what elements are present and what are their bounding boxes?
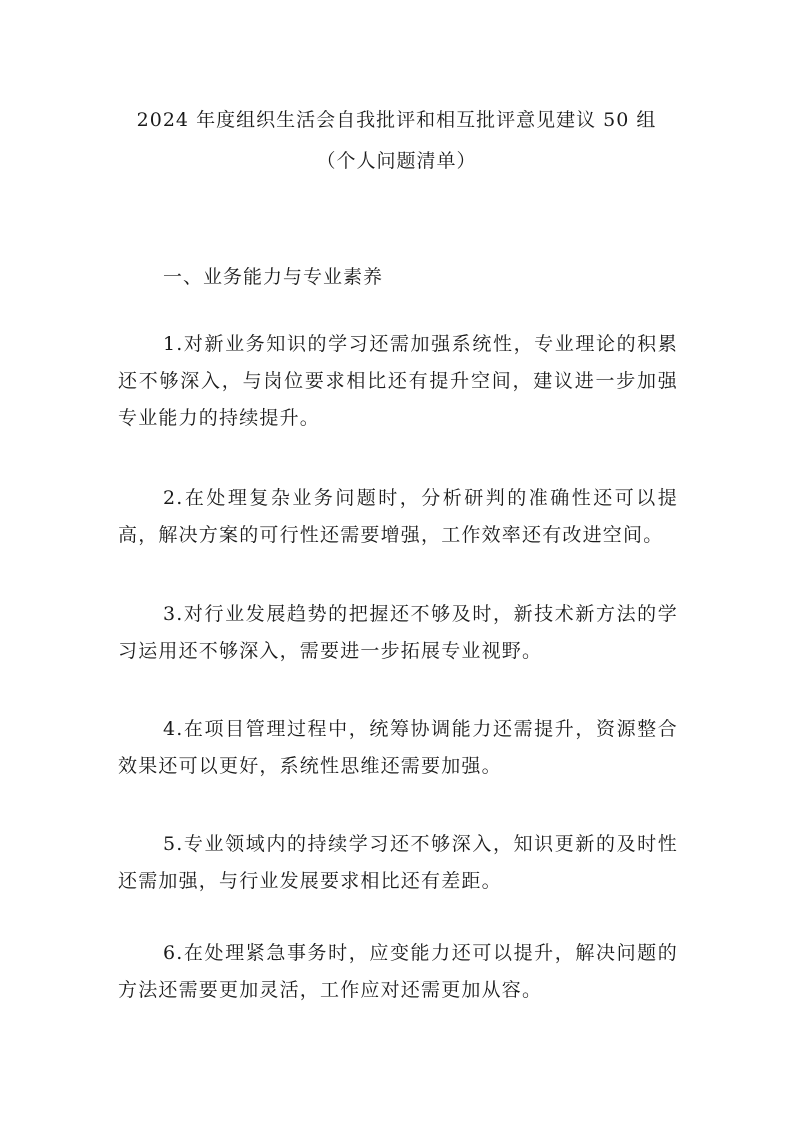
list-item: 5.专业领域内的持续学习还不够深入，知识更新的及时性还需加强，与行业发展要求相比还有差距。 [118,833,678,892]
list-item: 4.在项目管理过程中，统筹协调能力还需提升，资源整合效果还可以更好，系统性思维还需要加强。 [118,718,678,777]
list-item: 6.在处理紧急事务时，应变能力还可以提升，解决问题的方法还需要更加灵活，工作应对还需更加从容。 [118,942,678,1001]
document-title: 2024 年度组织生活会自我批评和相互批评意见建议 50 组 [136,109,657,131]
document-subtitle: （个人问题清单） [316,150,477,172]
list-item: 3.对行业发展趋势的把握还不够及时，新技术新方法的学习运用还不够深入，需要进一步拓展专业视野。 [118,603,678,662]
section-heading: 一、业务能力与专业素养 [163,266,384,288]
list-item: 2.在处理复杂业务问题时，分析研判的准确性还可以提高，解决方案的可行性还需要增强，工作效率还有改进空间。 [118,487,678,546]
list-item: 1.对新业务知识的学习还需加强系统性，专业理论的积累还不够深入，与岗位要求相比还有提升空间，建议进一步加强专业能力的持续提升。 [118,333,678,429]
